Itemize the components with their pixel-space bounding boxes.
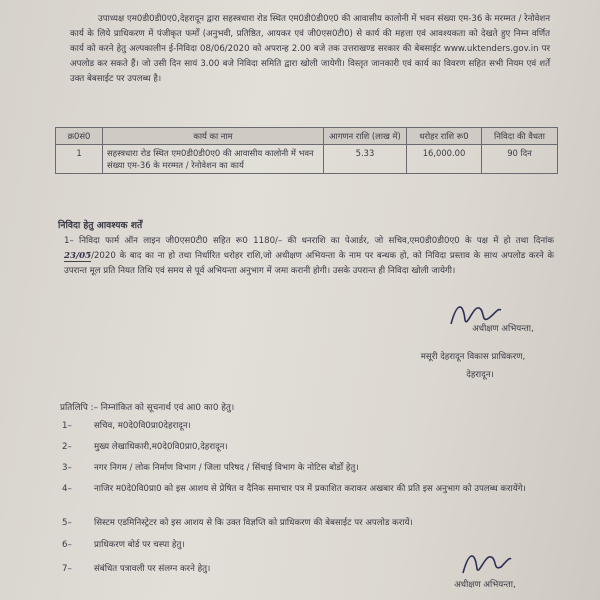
list-item-text: संबंधित पत्रावली पर संलग्न करने हेतु। [94, 564, 211, 574]
table-header-row [56, 128, 558, 145]
cell-estimate: 5.33 [324, 145, 407, 174]
list-item-text: मुख्य लेखाधिकारी,म0दे0वि0प्रा0,देहरादून। [94, 442, 228, 452]
condition-paragraph [64, 234, 554, 279]
conditions-heading: निविदा हेतु आवश्यक शर्तें [58, 220, 143, 231]
list-item-text: नगर निगम / लोक निर्माण विभाग / जिला परिषद / सिंचाई विभाग के नोटिस बोर्डों हेतु। [94, 463, 359, 473]
header-work: कार्य का नाम [103, 128, 324, 145]
handwritten-date: 23/05 [64, 251, 92, 261]
signature1-org: मसूरी देहरादून विकास प्राधिकरण, [420, 352, 526, 362]
copy-title: प्रतिलिपि :– निम्नांकित को सूचनार्थ एवं आ0 का0 हेतु। [60, 403, 235, 413]
list-item-text: नाजिर म0दे0वि0प्रा0 को इस आशय से प्रेषित व दैनिक समाचार पत्र में प्रकाशित कराकर अखबार की प्रति इस अनुभाग को उपलब्ध करायेंगे। [94, 484, 526, 494]
condition-text-end: /2020 के बाद का ना हो तथा निर्धारित धरोहर राशि,जो अधीक्षण अभियन्ता के नाम पर बन्धक हो, को निविदा प्रस्ताव के साथ अपलोड करने के उपरान्त मूल प्रति नियत तिथि एवं समय से पूर्व अभियन्ता अनुभाग में जमा करानी होगी। उसके उपरान्त ही निविदा खोली जायेगी। [64, 251, 554, 276]
signature-mark [455, 545, 515, 579]
condition-text-start: 1– निविदा फार्म ऑन लाइन जी0एस0टी0 सहित रू0 1180/– की धनराशि का पेआर्डर, जो सचिव,एम0डी0डी0ए0 के पक्ष में हो तथा दिनांक [64, 236, 554, 246]
list-item-number: 1– [62, 421, 72, 431]
table-row [56, 145, 558, 174]
list-item-text: सिस्टम एडमिनिस्ट्रेटर को इस आशय से कि उक्त विज्ञप्ति को प्राधिकरण की बेबसाईट पर अपलोड करायें। [94, 518, 413, 528]
list-item-number: 6– [62, 540, 72, 550]
signature1-title: अधीक्षण अभियन्ता, [472, 324, 534, 334]
cell-deposit: 16,000.00 [407, 145, 482, 174]
cell-work: सहस्त्रधारा रोड स्थित एम0डी0डी0ए0 की आवासीय कालोनी में भवन संख्या एम-36 के मरम्मत / रेनोवेशन का कार्य [103, 145, 324, 174]
list-item-number: 2– [62, 442, 72, 452]
header-sno: क्र0सं0 [56, 128, 103, 145]
list-item-text: सचिव, म0दे0वि0प्रा0देहरादून। [94, 421, 191, 431]
list-item-number: 3– [62, 463, 72, 473]
signature2-title: अधीक्षण अभियन्ता, [454, 580, 516, 590]
header-estimate: आगणन राशि (लाख में) [324, 128, 407, 145]
intro-paragraph: उपाध्यक्ष एम0डी0डी0ए0,देहरादून द्वारा सहस्त्रधारा रोड स्थित एम0डी0डी0ए0 की आवासीय कालोनी में भवन संख्या एम-36 के मरम्मत / रेनोवेशन कार्य के लिये प्राधिकरण में पंजीकृत फर्मों (अनुभवी, प्रतिष्ठित, आयकर एवं जी0एस0टी0) से कार्य की महत्ता एवं आवश्यकता को देखते हुए निम्न वर्णित कार्य को करने हेतु अल्पकालीन ई-निविदा 08/06/2020 को अपरान्ह 2.00 बजे तक उत्तराखण्ड सरकार की बेबसाईट www.uktenders.gov.in पर अपलोड कर सकते हैं। जो उसी दिन सायं 3.00 बजे निविदा समिति द्वारा खोली जायेगी। विस्तृत जानकारी एवं कार्य का विवरण सहित सभी नियम एवं शर्तें उक्त बेबसाईट पर उपलब्ध है। [70, 14, 550, 84]
tender-table [55, 127, 558, 174]
signature1-city: देहरादून। [466, 370, 494, 380]
list-item-number: 4– [62, 484, 72, 494]
header-validity: निविदा की वैधता [482, 128, 558, 145]
cell-validity: 90 दिन [482, 145, 558, 174]
list-item-text: प्राधिकरण बोर्ड पर चस्पा हेतु। [94, 540, 185, 550]
cell-sno: 1 [56, 145, 103, 174]
list-item-number: 5– [62, 518, 72, 528]
header-deposit: धरोहर राशि रू0 [407, 128, 482, 145]
list-item-number: 7– [62, 564, 72, 574]
